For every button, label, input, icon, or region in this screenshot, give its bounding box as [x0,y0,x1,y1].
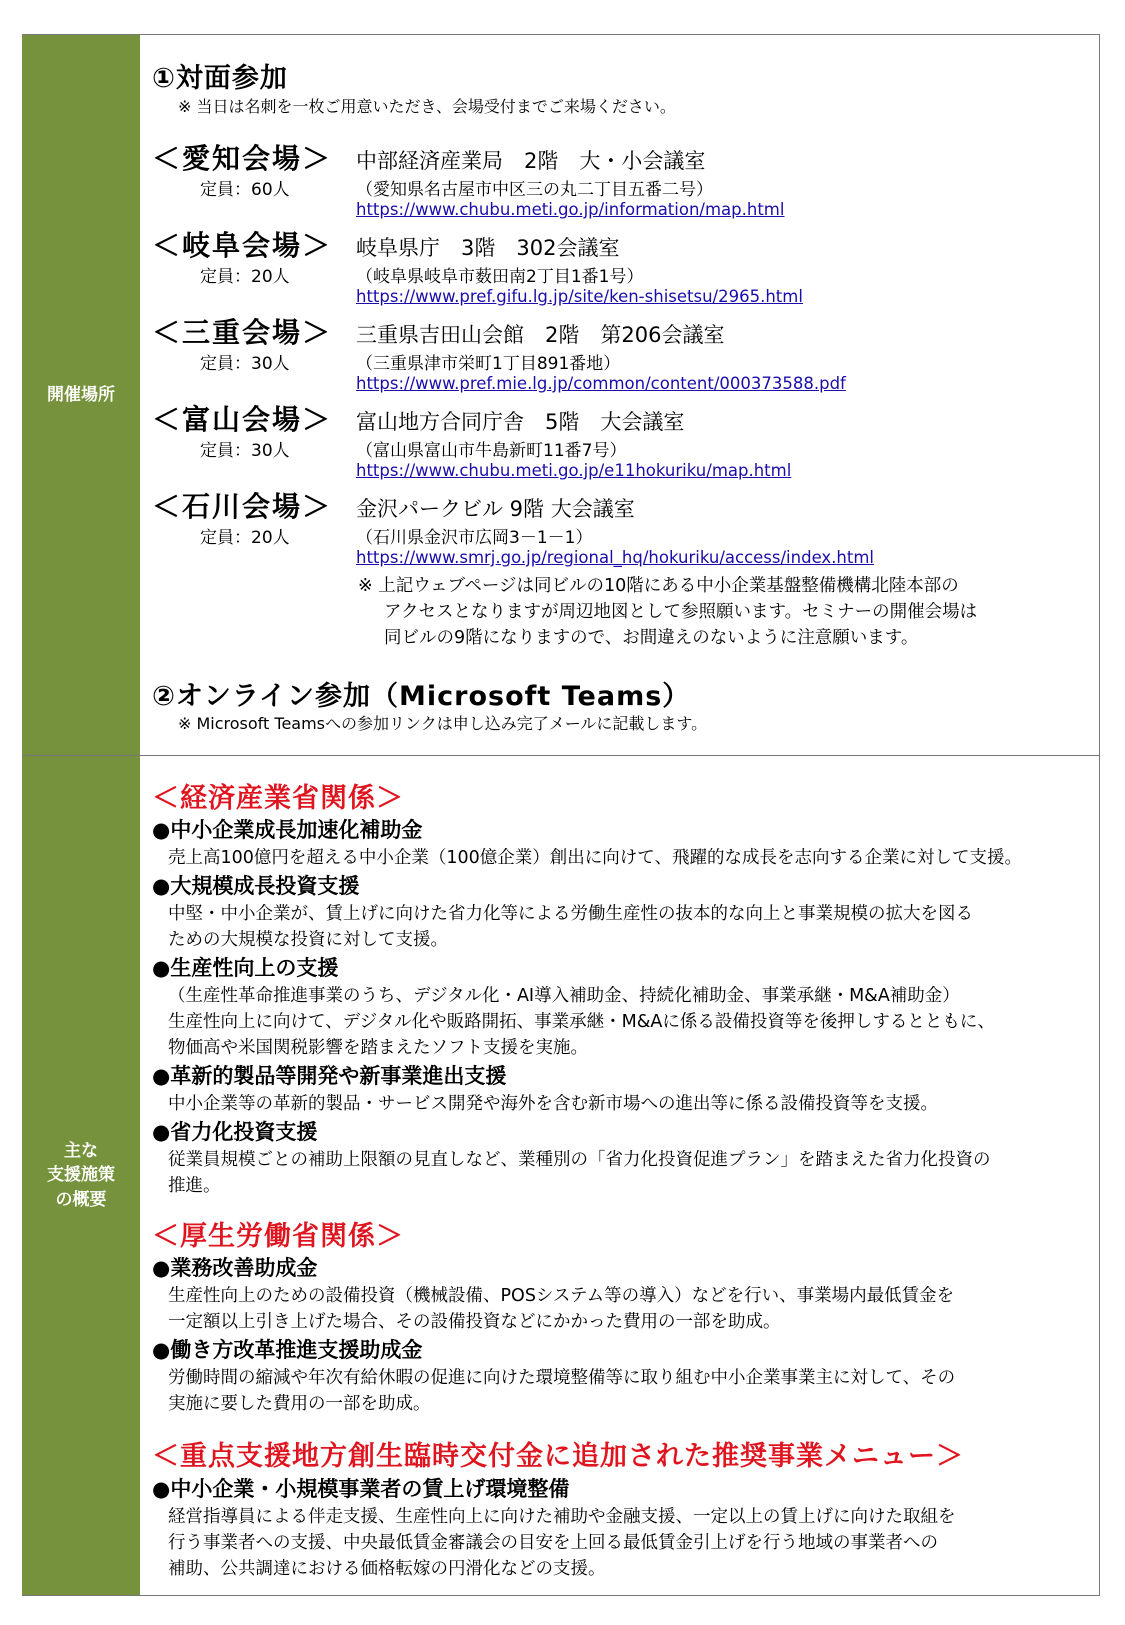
measure-desc: 売上高100億円を超える中小企業（100億企業）創出に向けて、飛躍的な成長を志向する企業に対して支援。 [168,848,1022,868]
venue-capacity: 定員：20人 [200,267,290,287]
mhlw-heading: ＜厚生労働省関係＞ [152,1221,404,1252]
venue-hall: 富山地方合同庁舎 5階 大会議室 [356,410,685,434]
online-heading: ②オンライン参加（Microsoft Teams） [152,681,691,712]
venue-map-link[interactable]: https://www.pref.gifu.lg.jp/site/ken-shisetsu/2965.html [356,287,803,306]
side-label-line: 支援施策 [47,1165,115,1186]
ishikawa-note-line: ※ 上記ウェブページは同ビルの10階にある中小企業基盤整備機構北陸本部の [358,576,959,596]
venue-name: ＜石川会場＞ [152,490,333,523]
measure-desc: 物価高や米国関税影響を踏まえたソフト支援を実施。 [168,1038,588,1058]
venue-map-link[interactable]: https://www.smrj.go.jp/regional_hq/hokuriku/access/index.html [356,548,875,567]
measure-desc: 生産性向上に向けて、デジタル化や販路開拓、事業承継・M&Aに係る設備投資等を後押しするとともに、 [168,1012,995,1032]
venue-capacity: 定員：20人 [200,528,290,548]
measure-desc: 労働時間の縮減や年次有給休暇の促進に向けた環境整備等に取り組む中小企業事業主に対して、その [168,1368,956,1388]
venue-hall: 岐阜県庁 3階 302会議室 [356,236,620,260]
measure-desc: 一定額以上引き上げた場合、その設備投資などにかかった費用の一部を助成。 [168,1312,781,1332]
venue-address: （愛知県名古屋市中区三の丸二丁目五番二号） [356,180,713,200]
measure-desc: 生産性向上のための設備投資（機械設備、POSシステム等の導入）などを行い、事業場内最低賃金を [168,1286,955,1306]
measure-title: ●生産性向上の支援 [152,956,339,980]
measure-desc: 行う事業者への支援、中央最低賃金審議会の目安を上回る最低賃金引上げを行う地域の事業者への [168,1533,938,1553]
venue-address: （三重県津市栄町1丁目891番地） [356,354,621,374]
measure-title: ●中小企業成長加速化補助金 [152,818,423,842]
venue-map-link[interactable]: https://www.chubu.meti.go.jp/information/map.html [356,200,785,219]
side-label-line: の概要 [55,1189,107,1210]
venue-capacity: 定員：30人 [200,354,290,374]
side-label-venue [22,35,140,755]
venue-map-link[interactable]: https://www.pref.mie.lg.jp/common/content/000373588.pdf [356,374,846,393]
measure-title: ●中小企業・小規模事業者の賃上げ環境整備 [152,1477,570,1501]
venue-name: ＜富山会場＞ [152,403,333,436]
inperson-note: ※ 当日は名刺を一枚ご用意いただき、会場受付までご来場ください。 [178,97,676,116]
venue-hall: 金沢パークビル 9階 大会議室 [356,497,635,521]
venue-name: ＜三重会場＞ [152,316,333,349]
venue-hall: 中部経済産業局 2階 大・小会議室 [356,149,706,173]
measure-title: ●働き方改革推進支援助成金 [152,1338,423,1362]
side-label-measures [22,756,140,1595]
measure-desc: 従業員規模ごとの補助上限額の見直しなど、業種別の「省力化投資促進プラン」を踏まえた省力化投資の [168,1150,991,1170]
measure-desc: 経営指導員による伴走支援、生産性向上に向けた補助や金融支援、一定以上の賃上げに向けた取組を [168,1507,956,1527]
venue-capacity: 定員：30人 [200,441,290,461]
venue-address: （富山県富山市牛島新町11番7号） [356,441,627,461]
measure-desc: 補助、公共調達における価格転嫁の円滑化などの支援。 [168,1559,606,1579]
measure-desc: （生産性革命推進事業のうち、デジタル化・AI導入補助金、持続化補助金、事業承継・M&A補助金） [168,986,960,1006]
section-divider [22,755,1100,756]
online-note: ※ Microsoft Teamsへの参加リンクは申し込み完了メールに記載します。 [178,714,708,733]
measure-desc: ための大規模な投資に対して支援。 [168,930,448,950]
venue-map-link[interactable]: https://www.chubu.meti.go.jp/e11hokuriku/map.html [356,461,792,480]
venue-address: （石川県金沢市広岡3－1－1） [356,528,593,548]
meti-heading: ＜経済産業省関係＞ [152,783,404,814]
side-label-venue-text: 開催場所 [47,384,115,405]
venue-hall: 三重県吉田山会館 2階 第206会議室 [356,323,725,347]
side-label-line: 主な [64,1140,98,1161]
ishikawa-note-line: 同ビルの9階になりますので、お間違えのないように注意願います。 [384,628,919,648]
venue-name: ＜愛知会場＞ [152,142,333,175]
measure-title: ●業務改善助成金 [152,1256,318,1280]
venue-name: ＜岐阜会場＞ [152,229,333,262]
inperson-heading: ①対面参加 [152,63,288,94]
measure-desc: 中小企業等の革新的製品・サービス開発や海外を含む新市場への進出等に係る設備投資等を支援。 [168,1094,938,1114]
grant-heading: ＜重点支援地方創生臨時交付金に追加された推奨事業メニュー＞ [152,1441,964,1472]
measure-title: ●大規模成長投資支援 [152,874,360,898]
measure-desc: 実施に要した費用の一部を助成。 [168,1394,431,1414]
venue-capacity: 定員：60人 [200,180,290,200]
measure-title: ●革新的製品等開発や新事業進出支援 [152,1064,507,1088]
measure-desc: 推進。 [168,1176,221,1196]
measure-title: ●省力化投資支援 [152,1120,318,1144]
ishikawa-note-line: アクセスとなりますが周辺地図として参照願います。セミナーの開催会場は [384,602,978,622]
venue-address: （岐阜県岐阜市薮田南2丁目1番1号） [356,267,644,287]
measure-desc: 中堅・中小企業が、賃上げに向けた省力化等による労働生産性の抜本的な向上と事業規模の拡大を図る [168,904,973,924]
